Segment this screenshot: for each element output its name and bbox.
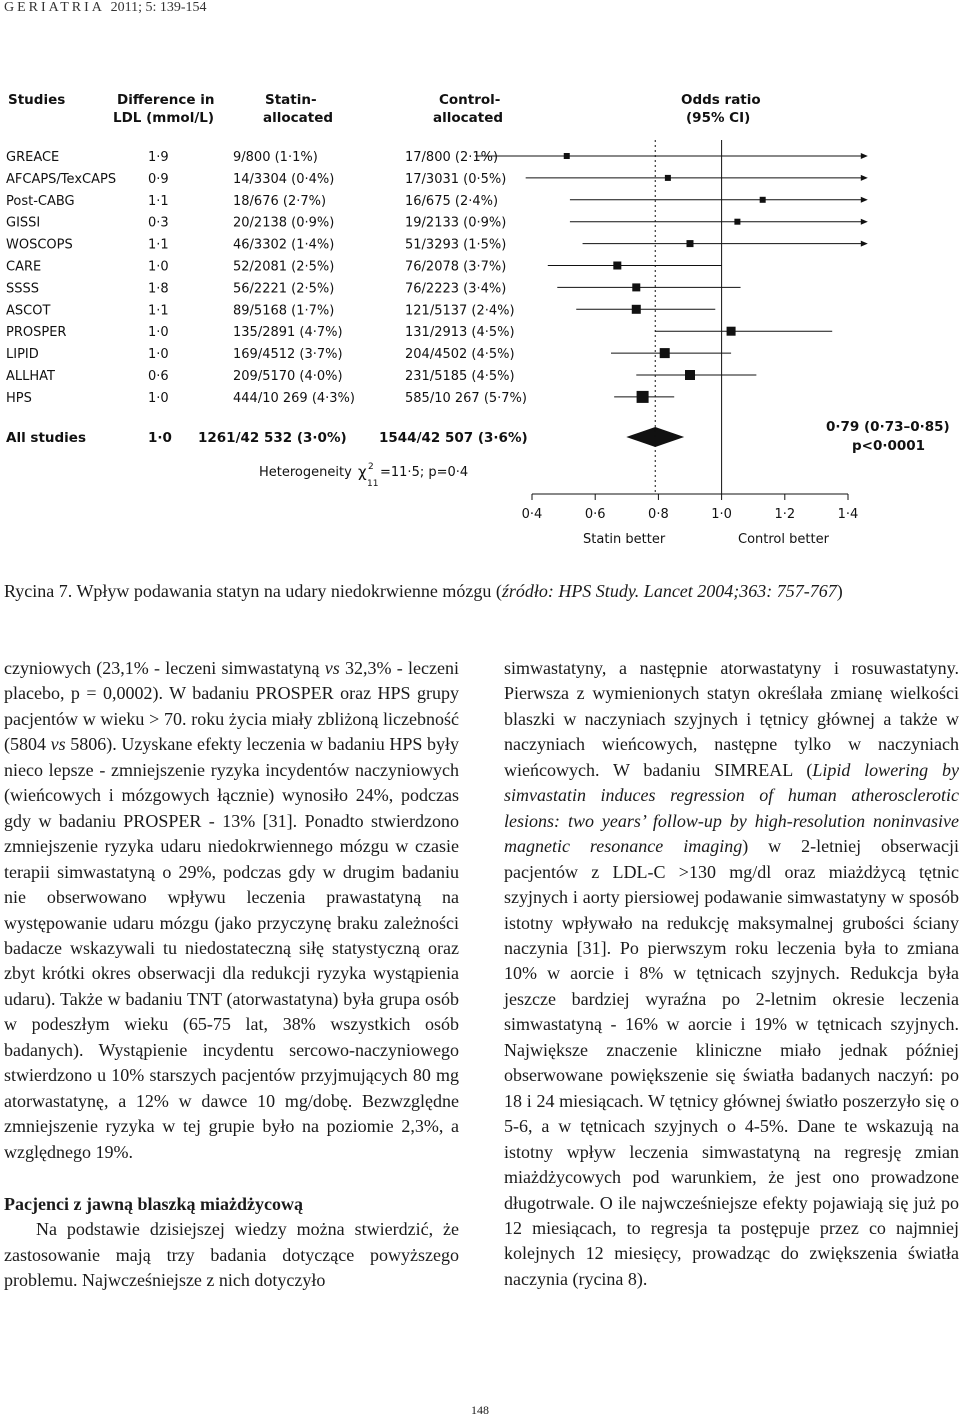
caption-prefix: Rycina 7. Wpływ podawania statyn na udary niedokrwienne mózgu ( bbox=[4, 581, 502, 601]
summary-or: 0·79 (0·73–0·85) bbox=[826, 419, 950, 435]
study-ldl: 1·0 bbox=[148, 325, 169, 341]
col-header-statin-2: allocated bbox=[263, 110, 334, 126]
x-label-statin-better: Statin better bbox=[583, 532, 666, 547]
x-tick-label: 1·2 bbox=[774, 507, 796, 522]
study-ldl: 1·1 bbox=[148, 193, 169, 209]
x-tick-label: 0·4 bbox=[521, 507, 543, 522]
heterogeneity-sup: 2 bbox=[368, 462, 374, 472]
x-tick-label: 1·4 bbox=[837, 507, 859, 522]
journal-citation: 2011; 5: 139-154 bbox=[110, 0, 207, 15]
heterogeneity-prefix: Heterogeneity bbox=[259, 465, 352, 480]
ci-arrow bbox=[861, 153, 868, 159]
heterogeneity-rest: =11·5; p=0·4 bbox=[380, 465, 469, 480]
study-ldl: 1·9 bbox=[148, 150, 169, 165]
caption-source: źródło: HPS Study. Lancet 2004;363: 757-767 bbox=[501, 581, 837, 601]
study-name: ALLHAT bbox=[6, 369, 55, 384]
study-ldl: 1·0 bbox=[148, 347, 169, 363]
point-estimate bbox=[687, 240, 694, 247]
col-header-statin-1: Statin- bbox=[265, 92, 317, 108]
summary-statin: 1261/42 532 (3·0%) bbox=[198, 430, 347, 446]
left-text-column bbox=[4, 656, 459, 1293]
study-name: LIPID bbox=[6, 347, 39, 363]
study-name: WOSCOPS bbox=[6, 237, 73, 253]
ci-arrow bbox=[861, 197, 868, 203]
study-ldl: 0·9 bbox=[148, 171, 169, 187]
study-name: SSSS bbox=[6, 281, 40, 297]
text-run: czyniowych (23,1% - leczeni simwastatyną bbox=[4, 658, 325, 678]
study-statin: 20/2138 (0·9%) bbox=[233, 215, 335, 231]
study-statin: 46/3302 (1·4%) bbox=[233, 237, 335, 253]
col-header-studies: Studies bbox=[8, 92, 66, 108]
study-control: 204/4502 (4·5%) bbox=[405, 347, 515, 363]
study-ldl: 1·1 bbox=[148, 237, 169, 253]
right-text-column bbox=[504, 656, 959, 1292]
x-tick-label: 0·6 bbox=[584, 507, 606, 522]
study-control: 51/3293 (1·5%) bbox=[405, 237, 507, 253]
point-estimate bbox=[665, 175, 671, 181]
journal-header bbox=[4, 0, 207, 16]
page-number: 148 bbox=[471, 1403, 489, 1417]
summary-control: 1544/42 507 (3·6%) bbox=[379, 430, 528, 446]
x-label-control-better: Control better bbox=[738, 532, 829, 547]
study-statin: 52/2081 (2·5%) bbox=[233, 259, 335, 275]
study-control: 19/2133 (0·9%) bbox=[405, 215, 507, 231]
left-paragraph-1 bbox=[4, 656, 459, 1165]
col-header-ldl-2: LDL (mmol/L) bbox=[113, 110, 215, 126]
point-estimate bbox=[727, 327, 736, 336]
ci-arrow bbox=[861, 175, 868, 181]
heterogeneity-chi: χ bbox=[358, 463, 367, 481]
study-name: CARE bbox=[6, 259, 42, 275]
study-name: HPS bbox=[6, 390, 32, 406]
study-control: 76/2223 (3·4%) bbox=[405, 281, 507, 297]
study-control: 121/5137 (2·4%) bbox=[405, 303, 515, 319]
col-header-control-2: allocated bbox=[433, 110, 504, 126]
study-ldl: 1·8 bbox=[148, 281, 169, 297]
study-name: PROSPER bbox=[6, 325, 67, 341]
point-estimate bbox=[632, 283, 640, 291]
point-estimate bbox=[734, 219, 740, 225]
study-statin: 444/10 269 (4·3%) bbox=[233, 390, 355, 406]
forest-plot bbox=[0, 76, 960, 551]
col-header-odds-2: (95% CI) bbox=[686, 110, 751, 126]
study-statin: 89/5168 (1·7%) bbox=[233, 303, 335, 319]
text-run-italic: vs bbox=[50, 734, 66, 755]
point-estimate bbox=[637, 391, 649, 403]
text-run-italic: vs bbox=[324, 658, 340, 678]
text-run: 32,3% - leczeni placebo, p = 0,0002). W badaniu PROSPER oraz HPS grupy pacjentów w wieku > 70. roku życia miały zbliżoną liczebność (5804 bbox=[4, 658, 460, 755]
study-name: ASCOT bbox=[6, 303, 51, 319]
study-ldl: 0·3 bbox=[148, 215, 169, 231]
study-control: 17/3031 (0·5%) bbox=[405, 171, 507, 187]
study-name: GISSI bbox=[6, 215, 41, 231]
left-paragraph-2: Na podstawie dzisiejszej wiedzy można stwierdzić, że zastosowanie mają trzy badania dotyczące powyższego problemu. Najwcześniejsze z nich dotyczyło bbox=[4, 1219, 459, 1290]
study-statin: 56/2221 (2·5%) bbox=[233, 281, 335, 297]
text-run-italic: Lipid lowering by simvastatin induces regression of human atherosclerotic lesions: two years’ follow-up by high-resolution noninvasive magnetic resonance imaging bbox=[504, 759, 959, 857]
col-header-control-1: Control- bbox=[439, 92, 501, 108]
caption-suffix: ) bbox=[836, 581, 843, 601]
journal-name: GERIATRIA bbox=[4, 0, 105, 15]
study-ldl: 1·1 bbox=[148, 303, 169, 319]
study-statin: 14/3304 (0·4%) bbox=[233, 171, 335, 187]
study-name: AFCAPS/TexCAPS bbox=[6, 171, 117, 187]
text-run: 5806). Uzyskane efekty leczenia w badaniu HPS były nieco lepsze - zmniejszenie ryzyka incydentów naczyniowych (wieńcowych i mózgowych łącznie) wynosiło 24%, podczas gdy w badaniu PROSPER - 13% [31]. Ponadto stwierdzono zmniejszenie ryzyka udaru niedokrwiennego mózgu w czasie terapii simwastatyną o 29%, podczas gdy w drugim badaniu nie obserwowano wpływu leczenia prawastatyną na występowanie udaru mózgu (jako przyczynę braku zależności badacze wskazywali tu niedostateczną siłę statystyczną oraz zbyt krótki okres obserwacji dla redukcji ryzyka wystąpienia udaru). Także w badaniu TNT (atorwastatyna) była grupa osób w podeszłym wieku (65-75 lat, 38% wszystkich osób badanych). Wystąpienie incydentu sercowo-naczyniowego stwierdzono u 10% starszych pacjentów przyjmujących 80 mg atorwastatynę, a 12% w dawce 10 mg/dobę. Bezwzględne zmniejszenie ryzyka w tej grupie było na poziomie 2,3%, a względnego 19%. bbox=[4, 734, 459, 1162]
right-paragraph-1 bbox=[504, 656, 959, 1292]
study-ldl: 1·0 bbox=[148, 390, 169, 406]
ci-arrow bbox=[861, 219, 868, 225]
study-name: GREACE bbox=[6, 150, 60, 165]
study-control: 17/800 (2·1%) bbox=[405, 150, 499, 165]
study-ldl: 0·6 bbox=[148, 369, 169, 384]
point-estimate bbox=[613, 262, 621, 270]
text-run: ) w 2-letniej obserwacji pacjentów z LDL-C >130 mg/dl oraz miażdżycą tętnic szyjnych i aorty piersiowej podawanie simwastatyny w sposób istotny wpływało na redukcję maksymalnej grubości ściany naczynia [31]. Po pierwszym roku leczenia była to zmiana 10% w aorcie i 8% w tętnicach szyjnych. Redukcja była jeszcze bardziej wyraźna po 2-letnim okresie leczenia simwastatyną - 16% w aorcie i 19% w tętnicach szyjnych. Największe znaczenie kliniczne miało jednak później obserwowane powiększenie się światła badanych naczyń: po 18 i 24 miesiącach. W tętnicy głównej światło poszerzyło się o 5-6, a w tętnicach szyjnych o 4-5%. Dane te wskazują na istotny wpływ leczenia simwastatyną na regresję zmian miażdżycowych pod warunkiem, że jest ono prowadzone długotrwale. O ile najwcześniejsze efekty pojawiają się już po 12 miesiącach, to regresja ta postępuje przez co najmniej kolejnych 12 miesięcy, prowadząc do zwiększenia światła naczynia (rycina 8). bbox=[504, 836, 959, 1289]
ci-arrow bbox=[861, 241, 868, 247]
x-tick-label: 0·8 bbox=[648, 507, 669, 522]
x-tick-label: 1·0 bbox=[711, 507, 732, 522]
study-control: 231/5185 (4·5%) bbox=[405, 369, 515, 384]
summary-label: All studies bbox=[6, 430, 86, 446]
col-header-odds-1: Odds ratio bbox=[681, 92, 761, 108]
summary-ldl: 1·0 bbox=[148, 430, 172, 446]
study-statin: 169/4512 (3·7%) bbox=[233, 347, 343, 363]
figure-caption bbox=[4, 579, 956, 603]
study-control: 16/675 (2·4%) bbox=[405, 193, 499, 209]
point-estimate bbox=[564, 153, 570, 159]
point-estimate bbox=[632, 305, 641, 314]
section-heading: Pacjenci z jawną blaszką miażdżycową bbox=[4, 1194, 303, 1215]
point-estimate bbox=[660, 348, 670, 358]
point-estimate bbox=[760, 197, 766, 203]
study-control: 76/2078 (3·7%) bbox=[405, 259, 507, 275]
study-name: Post-CABG bbox=[6, 193, 75, 209]
summary-p: p<0·0001 bbox=[852, 438, 926, 454]
study-ldl: 1·0 bbox=[148, 259, 169, 275]
study-statin: 9/800 (1·1%) bbox=[233, 150, 318, 165]
col-header-ldl-1: Difference in bbox=[117, 92, 215, 108]
text-run: simwastatyny, a następnie atorwastatyny i rosuwastatyny. Pierwsza z wymienionych statyn określała zmianę wielkości blaszki w naczyniach szyjnych i tętnicy głównej a także w naczyniach wieńcowych, następne tylko w naczyniach wieńcowych. W badaniu SIMREAL ( bbox=[504, 658, 959, 780]
study-statin: 135/2891 (4·7%) bbox=[233, 325, 343, 341]
study-statin: 209/5170 (4·0%) bbox=[233, 369, 343, 384]
study-statin: 18/676 (2·7%) bbox=[233, 193, 327, 209]
study-control: 131/2913 (4·5%) bbox=[405, 325, 515, 341]
study-control: 585/10 267 (5·7%) bbox=[405, 390, 527, 406]
heterogeneity-sub: 11 bbox=[367, 479, 379, 489]
point-estimate bbox=[685, 370, 695, 380]
